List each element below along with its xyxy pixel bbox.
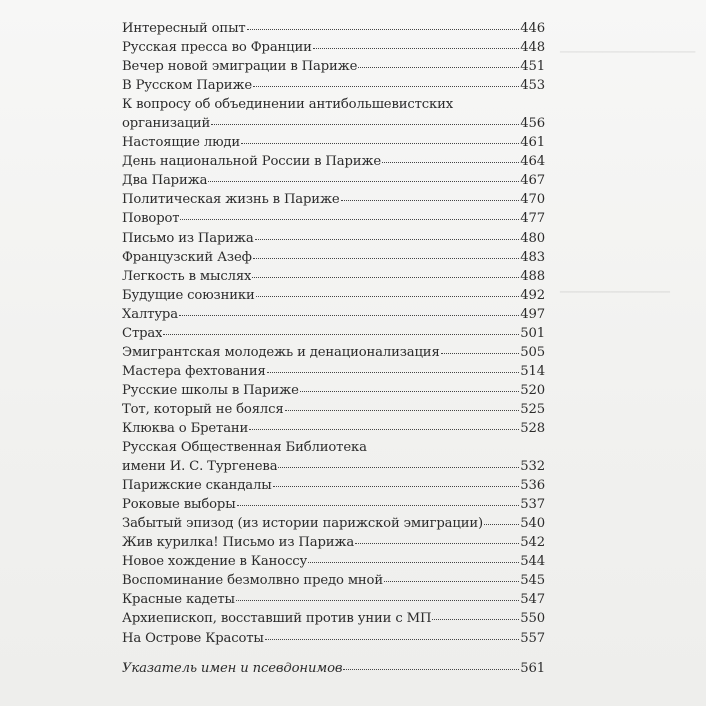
toc-entry[interactable] xyxy=(122,381,545,400)
toc-entry-title: Французский Азеф xyxy=(122,249,252,265)
dot-leader xyxy=(247,28,520,30)
toc-entry[interactable] xyxy=(122,76,545,95)
toc-entry[interactable] xyxy=(122,400,545,419)
dot-leader xyxy=(308,561,519,563)
dot-leader xyxy=(249,428,519,430)
toc-entry-title: организаций xyxy=(122,116,211,132)
toc-entry-page: 477 xyxy=(520,211,545,227)
toc-entry[interactable] xyxy=(122,38,545,57)
toc-entry-title: Поворот xyxy=(122,211,180,227)
toc-entry[interactable] xyxy=(122,476,545,495)
toc-entry-page: 532 xyxy=(520,459,545,475)
toc-entry-title: Халтура xyxy=(122,306,178,322)
toc-entry-page: 480 xyxy=(520,230,545,246)
dot-leader xyxy=(252,276,519,278)
toc-entry-title: Русские школы в Париже xyxy=(122,382,299,398)
toc-entry[interactable] xyxy=(122,19,545,38)
toc-entry-title: Клюква о Бретани xyxy=(122,420,249,436)
toc-entry-title: Мастера фехтования xyxy=(122,363,266,379)
dot-leader xyxy=(255,238,520,240)
toc-entry-page: 470 xyxy=(520,192,545,208)
toc-entry-title: Забытый эпизод (из истории парижской эмиграции) xyxy=(122,516,484,532)
toc-entry[interactable] xyxy=(122,419,545,438)
toc-entry-title-first-line: Русская Общественная Библиотека xyxy=(122,440,367,456)
toc-entry-title: Тот, который не боялся xyxy=(122,401,284,417)
toc-entry[interactable] xyxy=(122,362,545,381)
toc-entry-page: 542 xyxy=(520,535,545,551)
bleed-through: ▁▁▁▁▁▁▁▁▁▁▁▁▁ xyxy=(560,280,670,293)
toc-entry-title: Легкость в мыслях xyxy=(122,268,252,284)
dot-leader xyxy=(253,85,519,87)
dot-leader xyxy=(265,638,519,640)
toc-entry-page: 540 xyxy=(520,516,545,532)
toc-entry-index[interactable] xyxy=(122,659,545,678)
toc-entry-title: Письмо из Парижа xyxy=(122,230,254,246)
toc-entry-page: 520 xyxy=(520,382,545,398)
toc-entry-page: 453 xyxy=(520,78,545,94)
toc-entry-page: 525 xyxy=(520,401,545,417)
toc-entry-page: 464 xyxy=(520,154,545,170)
index-page: 561 xyxy=(520,660,545,676)
toc-entry-title: Настоящие люди xyxy=(122,135,241,151)
toc-entry[interactable] xyxy=(122,286,545,305)
toc-entry-title: В Русском Париже xyxy=(122,78,253,94)
toc-entry-page: 536 xyxy=(520,478,545,494)
toc-entry-page: 514 xyxy=(520,363,545,379)
toc-entry[interactable] xyxy=(122,229,545,248)
dot-leader xyxy=(267,371,520,373)
toc-entry-title: День национальной России в Париже xyxy=(122,154,382,170)
toc-entry[interactable] xyxy=(122,629,545,648)
toc-entry-title: Будущие союзники xyxy=(122,287,255,303)
dot-leader xyxy=(278,466,519,468)
toc-entry-title: Страх xyxy=(122,325,163,341)
dot-leader xyxy=(441,352,520,354)
toc-entry-title: Два Парижа xyxy=(122,173,208,189)
dot-leader xyxy=(285,409,520,411)
toc-entry[interactable] xyxy=(122,114,545,133)
toc-entry-title: Красные кадеты xyxy=(122,592,235,608)
toc-entry-page: 557 xyxy=(520,630,545,646)
toc-entry-title: Вечер новой эмиграции в Париже xyxy=(122,59,358,75)
dot-leader xyxy=(358,66,519,68)
dot-leader xyxy=(236,599,519,601)
toc-entry[interactable] xyxy=(122,590,545,609)
toc-entry-title-first-line: К вопросу об объединении антибольшевистских xyxy=(122,97,454,113)
toc-entry[interactable] xyxy=(122,133,545,152)
bleed-through: ▁▁▁▁▁▁▁▁▁▁▁▁▁▁▁▁ xyxy=(560,40,696,53)
toc-entry[interactable] xyxy=(122,248,545,267)
toc-entry[interactable] xyxy=(122,457,545,476)
dot-leader xyxy=(432,618,519,620)
toc-entry[interactable] xyxy=(122,267,545,286)
toc-entry[interactable] xyxy=(122,324,545,343)
dot-leader xyxy=(343,668,519,670)
toc-entry-page: 501 xyxy=(520,325,545,341)
dot-leader xyxy=(163,333,519,335)
toc-entry-page: 492 xyxy=(520,287,545,303)
toc-entry-title: Роковые выборы xyxy=(122,497,236,513)
index-title: Указатель имен и псевдонимов xyxy=(122,660,343,676)
dot-leader xyxy=(208,180,519,182)
dot-leader xyxy=(273,485,520,487)
dot-leader xyxy=(355,542,519,544)
toc-entry-title: Новое хождение в Каноссу xyxy=(122,554,308,570)
dot-leader xyxy=(313,47,519,49)
toc-entry-page: 448 xyxy=(520,40,545,56)
toc-entry[interactable] xyxy=(122,152,545,171)
toc-entry[interactable] xyxy=(122,171,545,190)
toc-entry-page: 451 xyxy=(520,59,545,75)
toc-entry-page: 550 xyxy=(520,611,545,627)
toc-entry-page: 545 xyxy=(520,573,545,589)
toc-entry-title: Русская пресса во Франции xyxy=(122,40,312,56)
toc-entry[interactable] xyxy=(122,495,545,514)
table-of-contents xyxy=(122,19,545,678)
toc-entry[interactable] xyxy=(122,571,545,590)
dot-leader xyxy=(241,142,519,144)
dot-leader xyxy=(341,199,520,201)
toc-entry-page: 467 xyxy=(520,173,545,189)
toc-entry[interactable] xyxy=(122,514,545,533)
toc-entry[interactable] xyxy=(122,209,545,228)
toc-entry-page: 528 xyxy=(520,420,545,436)
dot-leader xyxy=(382,161,519,163)
toc-entry-title: Интересный опыт xyxy=(122,21,246,36)
toc-entry-title: имени И. С. Тургенева xyxy=(122,459,278,475)
toc-entry-page: 488 xyxy=(520,268,545,284)
toc-entry-page: 483 xyxy=(520,249,545,265)
toc-entry[interactable] xyxy=(122,552,545,571)
toc-entry[interactable] xyxy=(122,609,545,628)
toc-entry[interactable] xyxy=(122,190,545,209)
dot-leader xyxy=(256,295,520,297)
dot-leader xyxy=(253,257,519,259)
toc-entry-page: 505 xyxy=(520,344,545,360)
toc-entry-title: На Острове Красоты xyxy=(122,630,264,646)
toc-entry-page: 547 xyxy=(520,592,545,608)
toc-entry[interactable] xyxy=(122,305,545,324)
dot-leader xyxy=(211,123,519,125)
toc-entry-title: Эмигрантская молодежь и денационализация xyxy=(122,344,440,360)
toc-entry-title: Архиепископ, восставший против унии с МП xyxy=(122,611,432,627)
toc-entry-title: Жив курилка! Письмо из Парижа xyxy=(122,535,355,551)
toc-entry-page: 446 xyxy=(520,21,545,36)
toc-entry-title: Политическая жизнь в Париже xyxy=(122,192,340,208)
toc-entry-page: 544 xyxy=(520,554,545,570)
dot-leader xyxy=(180,218,519,220)
toc-entry-page: 497 xyxy=(520,306,545,322)
toc-entry-page: 461 xyxy=(520,135,545,151)
dot-leader xyxy=(384,580,519,582)
toc-entry[interactable] xyxy=(122,533,545,552)
dot-leader xyxy=(237,504,520,506)
toc-entry-page: 456 xyxy=(520,116,545,132)
toc-entry-title: Воспоминание безмолвно предо мной xyxy=(122,573,383,589)
toc-entry[interactable] xyxy=(122,57,545,76)
dot-leader xyxy=(179,314,519,316)
toc-entry-page: 537 xyxy=(520,497,545,513)
toc-entry[interactable] xyxy=(122,343,545,362)
dot-leader xyxy=(484,523,519,525)
toc-entry-title: Парижские скандалы xyxy=(122,478,272,494)
dot-leader xyxy=(300,390,519,392)
